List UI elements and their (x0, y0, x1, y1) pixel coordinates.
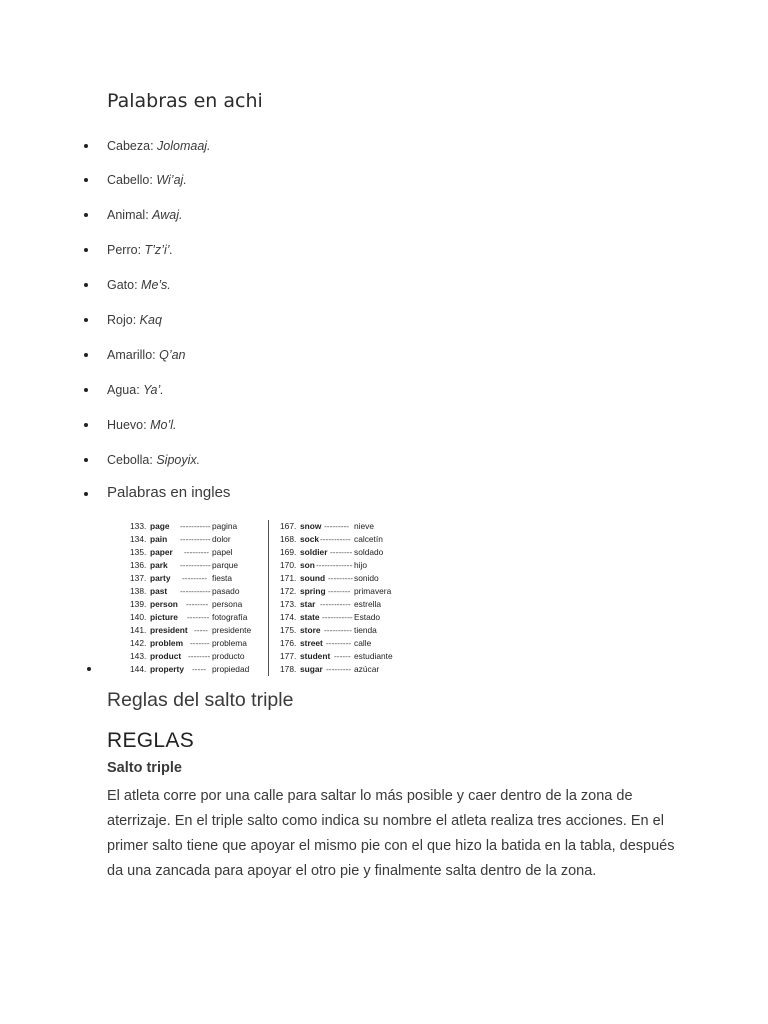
vocab-spanish: primavera (354, 586, 392, 596)
vocab-spanish: tienda (354, 625, 377, 635)
vocab-english: pain (150, 534, 168, 544)
vocab-spanish: azúcar (354, 664, 380, 674)
list-item-text (107, 381, 164, 399)
bullet-dot-icon (84, 318, 88, 322)
word-achi: Sipoyix. (156, 453, 201, 467)
vocab-english: sound (300, 573, 326, 583)
vocab-english: state (300, 612, 320, 622)
vocab-english: paper (150, 547, 173, 557)
vocab-spanish: propiedad (212, 664, 250, 674)
list-item-text (107, 241, 173, 259)
vocab-dash: ----------- (180, 534, 211, 544)
vocab-number: 136. (130, 560, 147, 570)
bullet-dot-icon (84, 492, 88, 496)
word-spanish: Cabello: (107, 173, 157, 187)
vocab-spanish: estudiante (354, 651, 393, 661)
word-spanish: Gato: (107, 278, 142, 292)
vocab-dash: ----------- (320, 599, 351, 609)
vocab-english: park (150, 560, 168, 570)
heading-salto-triple: Salto triple (107, 760, 182, 776)
vocab-spanish: problema (212, 638, 247, 648)
heading-palabras-achi: Palabras en achi (107, 90, 263, 112)
rules-paragraph: El atleta corre por una calle para saltar lo más posible y caer dentro de la zona de aterrizaje. En el triple salto como indica su nombre el atleta realiza tres acciones. En el primer salto tiene que apoyar el mismo pie con el que hizo la batida en la tabla, después da una zancada para apoyar el otro pie y finalmente salta dentro de la zona. (107, 788, 675, 879)
vocab-number: 167. (280, 521, 297, 531)
vocab-english: property (150, 664, 184, 674)
vocab-dash: ------- (190, 638, 210, 648)
vocab-spanish: soldado (354, 547, 384, 557)
vocab-dash: -------- (186, 599, 209, 609)
vocab-dash: --------- (182, 573, 208, 583)
bullet-dot-icon (84, 213, 88, 217)
list-item-text (107, 451, 200, 469)
vocab-number: 134. (130, 534, 147, 544)
vocab-dash: ----------- (322, 612, 353, 622)
bullet-dot-icon (84, 248, 88, 252)
vocab-dash: --------- (328, 573, 354, 583)
word-spanish: Perro: (107, 243, 145, 257)
vocab-dash: ----------- (180, 586, 211, 596)
word-achi: Ya’. (143, 383, 164, 397)
word-achi: Awaj. (152, 208, 183, 222)
vocab-spanish: papel (212, 547, 233, 557)
word-achi: Q’an (159, 348, 186, 362)
vocab-spanish: nieve (354, 521, 375, 531)
vocab-number: 141. (130, 625, 147, 635)
vocab-english: soldier (300, 547, 328, 557)
word-achi: Kaq (139, 313, 162, 327)
vocab-dash: -------- (188, 651, 211, 661)
vocab-english: street (300, 638, 323, 648)
vocab-english: past (150, 586, 168, 596)
vocab-english: sock (300, 534, 320, 544)
vocab-spanish: estrella (354, 599, 381, 609)
vocab-dash: ----------- (180, 560, 211, 570)
vocab-english: product (150, 651, 182, 661)
heading-palabras-ingles: Palabras en ingles (107, 484, 231, 501)
vocab-spanish: dolor (212, 534, 231, 544)
vocab-spanish: sonido (354, 573, 379, 583)
vocab-dash: --------- (326, 664, 352, 674)
vocab-dash: ---------- (324, 625, 352, 635)
vocab-english: problem (150, 638, 184, 648)
bullet-dot-icon (84, 178, 88, 182)
vocab-number: 142. (130, 638, 147, 648)
vocab-spanish: hijo (354, 560, 368, 570)
vocab-english: snow (300, 521, 322, 531)
word-spanish: Agua: (107, 383, 144, 397)
vocab-number: 174. (280, 612, 297, 622)
vocab-dash: ----- (194, 625, 208, 635)
bullet-dot-icon (84, 458, 88, 462)
word-achi: T’z’i’. (144, 243, 173, 257)
vocab-dash: --------- (324, 521, 350, 531)
vocab-number: 144. (130, 664, 147, 674)
word-spanish: Animal: (107, 208, 153, 222)
vocab-spanish: persona (212, 599, 243, 609)
list-item-text (107, 311, 162, 329)
vocab-dash: ------------- (316, 560, 353, 570)
vocab-number: 172. (280, 586, 297, 596)
word-spanish: Cabeza: (107, 139, 158, 153)
vocab-number: 178. (280, 664, 297, 674)
vocab-number: 135. (130, 547, 147, 557)
list-item-text (107, 346, 186, 364)
vocab-spanish: producto (212, 651, 245, 661)
word-achi: Jolomaaj. (157, 139, 211, 153)
vocab-spanish: parque (212, 560, 239, 570)
vocab-number: 133. (130, 521, 147, 531)
vocab-spanish: pagina (212, 521, 238, 531)
vocab-english: star (300, 599, 316, 609)
vocab-english: person (150, 599, 178, 609)
bullet-dot-icon (84, 144, 88, 148)
vocab-english: student (300, 651, 331, 661)
vocab-dash: -------- (328, 586, 351, 596)
list-item-text (107, 206, 183, 224)
bullet-dot-icon (84, 353, 88, 357)
vocab-number: 173. (280, 599, 297, 609)
list-item-text (107, 276, 171, 294)
vocab-number: 143. (130, 651, 147, 661)
vocab-number: 170. (280, 560, 297, 570)
vocab-dash: ------ (334, 651, 351, 661)
word-spanish: Huevo: (107, 418, 151, 432)
word-spanish: Rojo: (107, 313, 140, 327)
vocab-dash: -------- (187, 612, 210, 622)
vocab-dash: --------- (326, 638, 352, 648)
vocab-spanish: calcetín (354, 534, 383, 544)
vocab-english: son (300, 560, 315, 570)
word-spanish: Amarillo: (107, 348, 160, 362)
vocab-dash: -------- (330, 547, 353, 557)
bullet-dot-icon (87, 667, 91, 671)
vocab-english: picture (150, 612, 178, 622)
list-item-text (107, 416, 177, 434)
vocab-spanish: fotografía (212, 612, 248, 622)
vocab-english: president (150, 625, 188, 635)
vocab-english: party (150, 573, 171, 583)
vocab-number: 175. (280, 625, 297, 635)
list-item-text (107, 171, 187, 189)
vocab-number: 137. (130, 573, 147, 583)
vocab-spanish: calle (354, 638, 372, 648)
vocab-number: 140. (130, 612, 147, 622)
vocab-spanish: presidente (212, 625, 252, 635)
word-achi: Wi’aj. (156, 173, 187, 187)
word-achi: Me’s. (141, 278, 171, 292)
vocab-dash: ----------- (180, 521, 211, 531)
vocab-spanish: Estado (354, 612, 381, 622)
vocab-dash: --------- (184, 547, 210, 557)
vocabulary-image (122, 520, 402, 676)
bullet-dot-icon (84, 423, 88, 427)
bullet-dot-icon (84, 388, 88, 392)
heading-reglas: REGLAS (107, 729, 194, 752)
word-spanish: Cebolla: (107, 453, 157, 467)
vocab-spanish: fiesta (212, 573, 233, 583)
vocab-number: 171. (280, 573, 297, 583)
vocab-spanish: pasado (212, 586, 240, 596)
vocab-number: 177. (280, 651, 297, 661)
word-achi: Mo’l. (150, 418, 177, 432)
vocab-english: spring (300, 586, 326, 596)
vocab-number: 176. (280, 638, 297, 648)
vocab-dash: ----------- (320, 534, 351, 544)
vocab-dash: ----- (192, 664, 206, 674)
bullet-dot-icon (84, 283, 88, 287)
vocab-number: 138. (130, 586, 147, 596)
vocab-english: store (300, 625, 321, 635)
vocab-english: page (150, 521, 170, 531)
vocab-number: 169. (280, 547, 297, 557)
list-item-text (107, 137, 211, 155)
column-divider (268, 520, 269, 676)
vocab-number: 139. (130, 599, 147, 609)
vocab-english: sugar (300, 664, 323, 674)
vocab-number: 168. (280, 534, 297, 544)
heading-reglas-salto-triple: Reglas del salto triple (107, 689, 294, 711)
